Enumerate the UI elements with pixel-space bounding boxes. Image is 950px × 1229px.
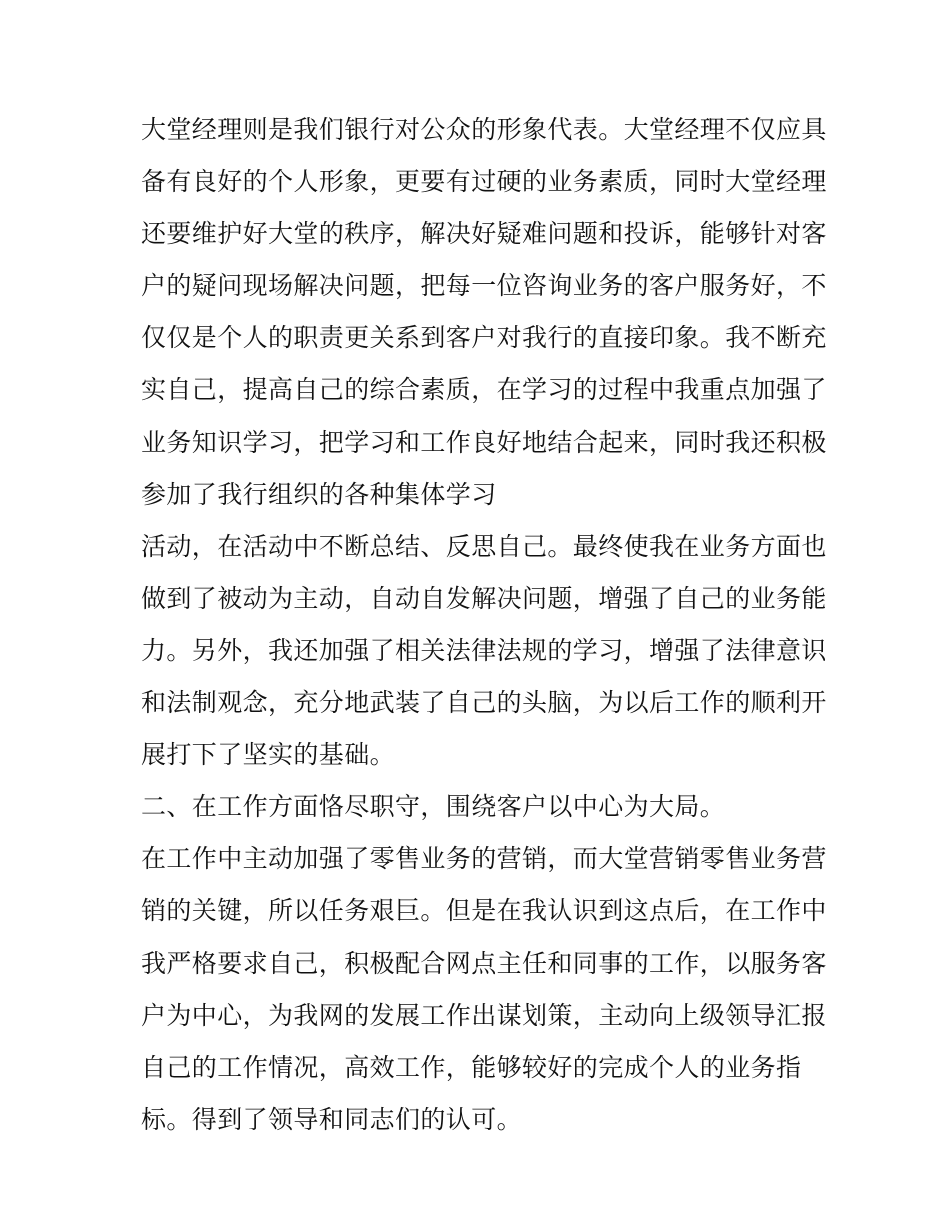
- text-line: 还要维护好大堂的秩序，解决好疑难问题和投诉，能够针对客: [141, 219, 827, 249]
- document-body: [141, 104, 827, 1146]
- text-line: 展打下了坚实的基础。: [141, 740, 396, 770]
- text-line: 仅仅是个人的职责更关系到客户对我行的直接印象。我不断充: [141, 323, 827, 353]
- text-line: 自己的工作情况，高效工作，能够较好的完成个人的业务指: [141, 1052, 802, 1082]
- text-line: 大堂经理则是我们银行对公众的形象代表。大堂经理不仅应具: [141, 115, 827, 144]
- section-heading: 二、在工作方面恪尽职守，围绕客户以中心为大局。: [141, 792, 726, 822]
- text-line: 业务知识学习，把学习和工作良好地结合起来，同时我还积极: [141, 427, 827, 457]
- text-line: 活动，在活动中不断总结、反思自己。最终使我在业务方面也: [141, 531, 827, 561]
- text-line: 户为中心，为我网的发展工作出谋划策，主动向上级领导汇报: [141, 1000, 827, 1030]
- text-line: 标。得到了领导和同志们的认可。: [141, 1104, 523, 1134]
- text-line: 力。另外，我还加强了相关法律法规的学习，增强了法律意识: [141, 635, 827, 665]
- text-line: 我严格要求自己，积极配合网点主任和同事的工作，以服务客: [141, 948, 827, 978]
- text-line: 做到了被动为主动，自动自发解决问题，增强了自己的业务能: [141, 583, 827, 613]
- text-line: 备有良好的个人形象，更要有过硬的业务素质，同时大堂经理: [141, 167, 827, 197]
- text-line: 参加了我行组织的各种集体学习: [141, 479, 497, 509]
- text-line: 和法制观念，充分地武装了自己的头脑，为以后工作的顺利开: [141, 688, 827, 718]
- text-line: 实自己，提高自己的综合素质，在学习的过程中我重点加强了: [141, 375, 827, 405]
- text-line: 销的关键，所以任务艰巨。但是在我认识到这点后，在工作中: [141, 896, 827, 926]
- text-line: 在工作中主动加强了零售业务的营销，而大堂营销零售业务营: [141, 844, 827, 874]
- text-line: 户的疑问现场解决问题，把每一位咨询业务的客户服务好，不: [141, 271, 827, 301]
